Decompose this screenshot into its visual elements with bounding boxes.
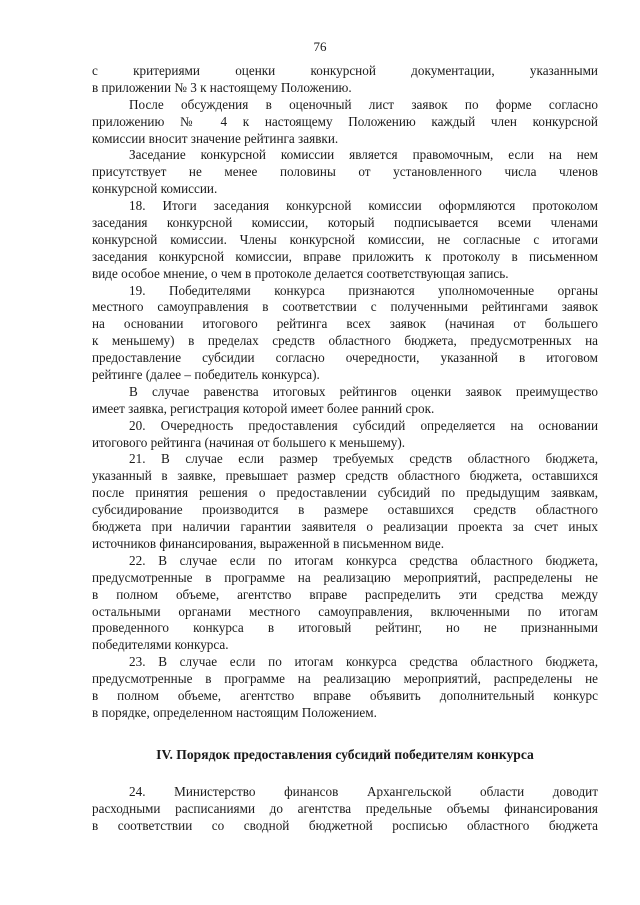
text-line: Заседание конкурсной комиссии является правомочным, если на нем bbox=[129, 147, 598, 163]
text-line: указанный в заявке, превышает размер средств областного бюджета, оставшихся bbox=[92, 468, 598, 484]
section-heading: IV. Порядок предоставления субсидий победителям конкурса bbox=[156, 746, 534, 762]
text-block-after-heading bbox=[92, 784, 598, 835]
text-line: приложению № 4 к настоящему Положению каждый член конкурсной bbox=[92, 113, 598, 129]
text-line: 22. В случае если по итогам конкурса средства областного бюджета, bbox=[129, 552, 598, 568]
text-line: конкурсной комиссии. Члены конкурсной комиссии, не согласные с итогами bbox=[92, 231, 598, 247]
text-line: с критериями оценки конкурсной документации, указанными bbox=[92, 63, 598, 78]
text-line: местного самоуправления в соответствии с полученными рейтингами заявок bbox=[92, 299, 598, 315]
text-line: в соответствии со сводной бюджетной росписью областного бюджета bbox=[92, 817, 598, 833]
text-line: присутствует не менее половины от установленного числа членов bbox=[92, 164, 598, 180]
text-line: источников финансирования, выраженной в письменном виде. bbox=[92, 535, 445, 551]
text-line: 21. В случае если размер требуемых средств областного бюджета, bbox=[129, 451, 598, 467]
text-line: рейтинге (далее – победитель конкурса). bbox=[92, 367, 320, 383]
text-line: 19. Победителями конкурса признаются уполномоченные органы bbox=[129, 282, 598, 298]
text-line: в полном объеме, агентство вправе объявить дополнительный конкурс bbox=[92, 687, 598, 703]
text-line: 18. Итоги заседания конкурсной комиссии оформляются протоколом bbox=[129, 198, 598, 214]
text-block-before-heading bbox=[92, 63, 598, 722]
text-line: 20. Очередность предоставления субсидий определяется на основании bbox=[129, 417, 598, 433]
text-line: 23. В случае если по итогам конкурса средства областного бюджета, bbox=[129, 654, 598, 670]
text-line: В случае равенства итоговых рейтингов оценки заявок преимущество bbox=[129, 383, 598, 399]
text-line: после принятия решения о предоставлении субсидий по предыдущим заявкам, bbox=[92, 485, 598, 501]
text-line: проведенного конкурса в итоговый рейтинг, но не признанными bbox=[92, 620, 598, 636]
text-line: комиссии вносит значение рейтинга заявки. bbox=[92, 130, 339, 146]
text-line: к меньшему) в пределах средств областного бюджета, предусмотренных на bbox=[92, 333, 598, 349]
text-line: победителями конкурса. bbox=[92, 637, 229, 653]
spacer bbox=[92, 722, 598, 746]
text-line: имеет заявка, регистрация которой имеет более ранний срок. bbox=[92, 400, 435, 416]
text-line: субсидирование производится в размере оставшихся средств областного bbox=[92, 502, 598, 518]
text-line: заседания конкурсной комиссии, вправе приложить к протоколу в письменном bbox=[92, 248, 598, 264]
text-line: заседания конкурсной комиссии, который подписывается всеми членами bbox=[92, 215, 598, 231]
document-body bbox=[92, 63, 598, 834]
text-line: расходными расписаниями до агентства предельные объемы финансирования bbox=[92, 800, 598, 816]
text-line: остальными органами местного самоуправления, включенными по итогам bbox=[92, 603, 598, 619]
text-line: в полном объеме, агентство вправе распределить эти средства между bbox=[92, 586, 598, 602]
text-line: предоставление субсидии согласно очередности, указанной в итоговом bbox=[92, 350, 598, 366]
text-line: предусмотренные в программе на реализацию мероприятий, распределены не bbox=[92, 671, 598, 687]
text-line: на основании итогового рейтинга всех заявок (начиная от большего bbox=[92, 316, 598, 332]
text-line: виде особое мнение, о чем в протоколе делается соответствующая запись. bbox=[92, 265, 509, 281]
text-line: бюджета при наличии гарантии заявителя о реализации проекта за счет иных bbox=[92, 519, 598, 535]
text-line: в порядке, определенном настоящим Положением. bbox=[92, 704, 377, 720]
text-line: в приложении № 3 к настоящему Положению. bbox=[92, 79, 352, 95]
text-line: предусмотренные в программе на реализацию мероприятий, распределены не bbox=[92, 569, 598, 585]
page-number: 76 bbox=[313, 39, 327, 54]
text-line: конкурсной комиссии. bbox=[92, 181, 218, 197]
spacer bbox=[92, 763, 598, 784]
text-line: 24. Министерство финансов Архангельской области доводит bbox=[129, 783, 598, 799]
text-line: итогового рейтинга (начиная от большего к меньшему). bbox=[92, 434, 406, 450]
text-line: После обсуждения в оценочный лист заявок по форме согласно bbox=[129, 96, 598, 112]
